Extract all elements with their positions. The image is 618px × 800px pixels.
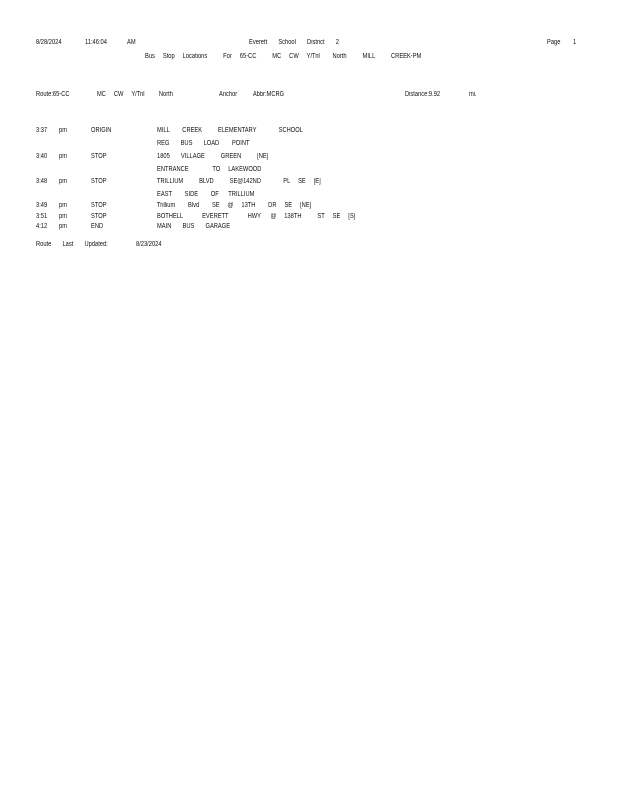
stop-description: Trillium Blvd SE @ 13TH DR SE [NE] [157, 202, 312, 209]
stop-ampm: pm [59, 213, 67, 220]
route-tags: MC CW Y/Tril North [97, 91, 173, 98]
stop-description-line2: ENTRANCE TO LAKEWOOD [157, 166, 262, 173]
route-last-updated-label: Route Last Updated: [36, 241, 108, 248]
report-time-ampm: AM [127, 39, 136, 46]
stop-description: BOTHELL EVERETT HWY @ 138TH ST SE [S] [157, 213, 356, 220]
stop-type: STOP [91, 202, 107, 209]
stop-time: 3:49 [36, 202, 48, 209]
stop-time: 3:37 [36, 127, 48, 134]
stop-type: STOP [91, 153, 107, 160]
stop-time: 3:40 [36, 153, 48, 160]
stop-description: TRILLIUM BLVD SE@142ND PL SE [E] [157, 178, 321, 185]
district-title: Everett School District 2 [249, 39, 339, 46]
stop-type: STOP [91, 213, 107, 220]
report-subtitle: Bus Stop Locations For 65-CC MC CW Y/Tril North MILL CREEK-PM [145, 53, 422, 60]
stop-ampm: pm [59, 202, 67, 209]
route-anchor: Anchor Abbr:MCRG [219, 91, 285, 98]
stop-ampm: pm [59, 223, 67, 230]
route-distance: Distance:9.92 [405, 91, 441, 98]
stop-type: ORIGIN [91, 127, 112, 134]
stop-description: MAIN BUS GARAGE [157, 223, 231, 230]
stop-time: 4:12 [36, 223, 48, 230]
report-date: 8/28/2024 [36, 39, 62, 46]
stop-description-line2: REG BUS LOAD POINT [157, 140, 250, 147]
page-number: 1 [573, 39, 577, 46]
report-time: 11:46:04 [85, 39, 107, 46]
stop-description-line2: EAST SIDE OF TRILLIUM [157, 191, 255, 198]
page-label: Page [547, 39, 561, 46]
stop-time: 3:51 [36, 213, 48, 220]
stop-ampm: pm [59, 127, 67, 134]
stop-ampm: pm [59, 178, 67, 185]
route-id: Route:65-CC [36, 91, 70, 98]
stop-description: 1805 VILLAGE GREEN [NE] [157, 153, 269, 160]
stop-ampm: pm [59, 153, 67, 160]
distance-unit: mi. [469, 91, 477, 98]
route-last-updated-date: 8/23/2024 [136, 241, 162, 248]
stop-type: STOP [91, 178, 107, 185]
stop-type: END [91, 223, 104, 230]
stop-description: MILL CREEK ELEMENTARY SCHOOL [157, 127, 303, 134]
stop-time: 3:48 [36, 178, 48, 185]
